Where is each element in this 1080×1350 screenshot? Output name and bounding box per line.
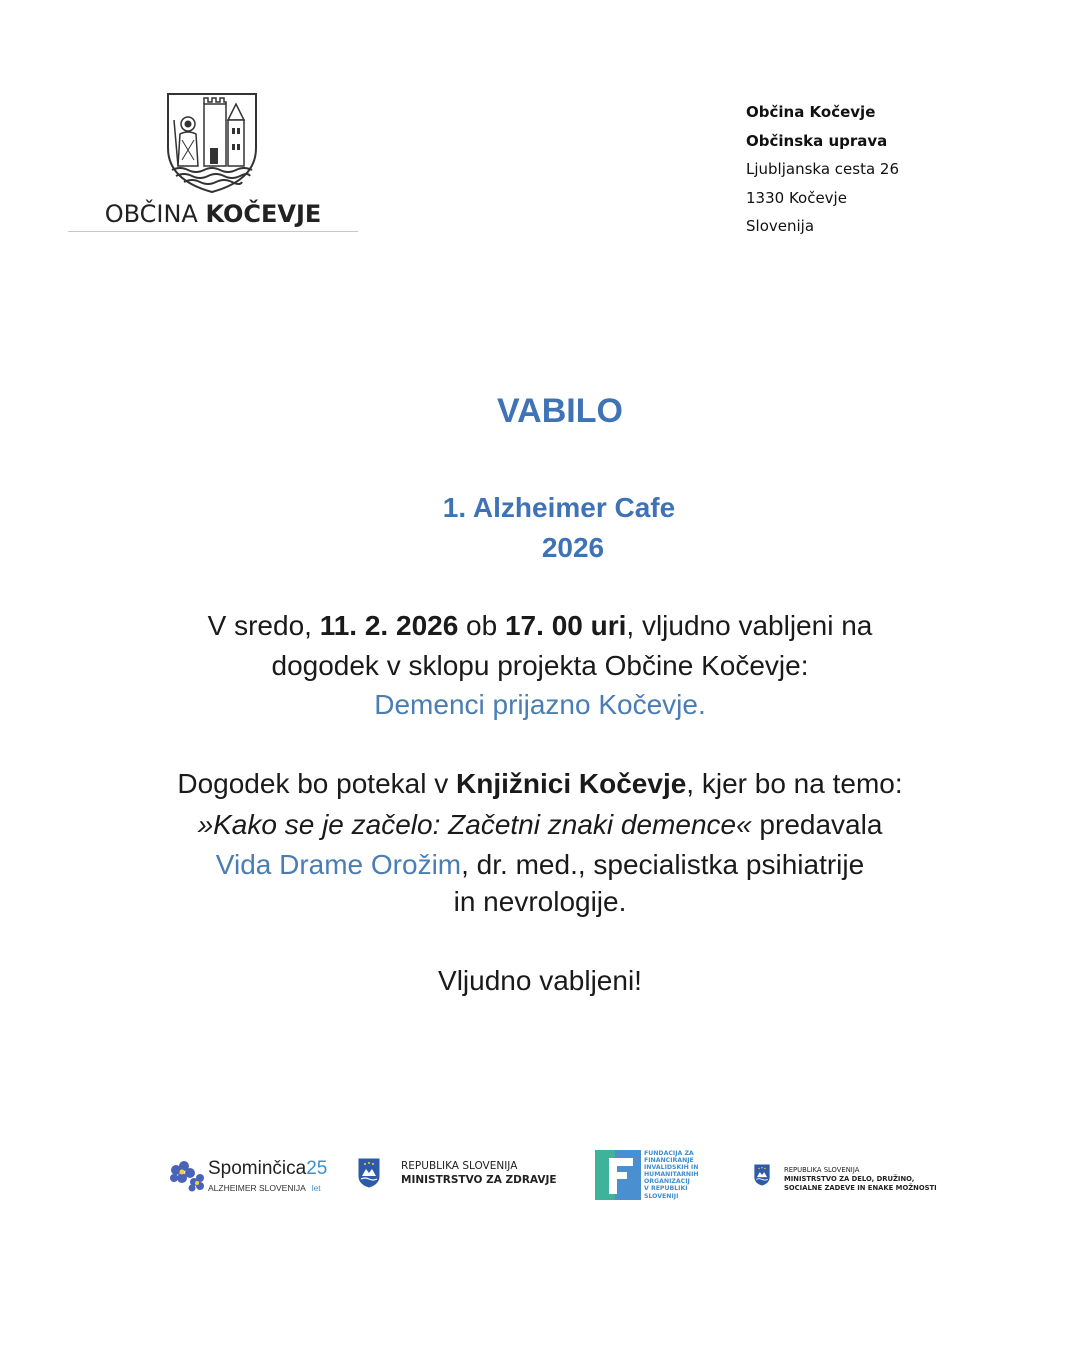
municipality-name-light: OBČINA — [104, 200, 198, 228]
address-block — [746, 98, 1046, 241]
fiho-line: FUNDACIJA ZA — [644, 1150, 694, 1157]
address-country: Slovenija — [746, 217, 815, 235]
fiho-logo — [595, 1150, 715, 1202]
page-title: VABILO — [497, 392, 623, 430]
fiho-line: ORGANIZACIJ — [644, 1178, 690, 1186]
spomincica-sub: ALZHEIMER SLOVENIJA — [208, 1183, 306, 1193]
closing-text: Vljudno vabljeni! — [438, 965, 642, 996]
sponsor-logos — [0, 1140, 1080, 1220]
fiho-line: V REPUBLIKI — [644, 1185, 688, 1193]
coat-of-arms-icon — [166, 90, 258, 194]
event-date: 11. 2. 2026 — [319, 610, 459, 641]
mddsz-line1: REPUBLIKA SLOVENIJA — [784, 1166, 860, 1174]
speaker-name[interactable]: Vida Drame Orožim — [215, 849, 462, 880]
text-pre: V sredo, — [207, 610, 320, 641]
invitation-line2: dogodek v sklopu projekta Občine Kočevje: — [271, 650, 809, 681]
fiho-text — [644, 1150, 699, 1200]
mddsz-line2: MINISTRSTVO ZA DELO, DRUŽINO, — [784, 1175, 915, 1183]
mddsz-line3: SOCIALNE ZADEVE IN ENAKE MOŽNOSTI — [784, 1184, 937, 1192]
speaker-line — [0, 845, 1080, 885]
fiho-mark-icon — [595, 1150, 641, 1200]
ministry-health-logo — [358, 1158, 558, 1194]
address-line1: Občina Kočevje — [746, 103, 876, 121]
spomincica-number: 25 — [306, 1158, 328, 1179]
venue-name: Knjižnici Kočevje — [456, 768, 687, 799]
fiho-line: SLOVENIJI — [644, 1192, 679, 1200]
spomincica-name: Spominčica — [208, 1158, 307, 1179]
logo-divider — [68, 231, 358, 232]
slovenia-crest-icon — [358, 1158, 380, 1188]
event-title: 1. Alzheimer Cafe — [442, 492, 676, 523]
mz-line1: REPUBLIKA SLOVENIJA — [401, 1160, 518, 1172]
project-link[interactable]: Demenci prijazno Kočevje. — [374, 689, 706, 720]
forget-me-not-icon — [164, 1158, 208, 1194]
topic-after: predavala — [751, 809, 883, 840]
speaker-title-line2: in nevrologije. — [453, 886, 627, 917]
event-year: 2026 — [541, 532, 605, 563]
ministry-labour-logo — [754, 1164, 954, 1198]
spomincica-logo — [164, 1158, 334, 1198]
speaker-title: , dr. med., specialistka psihiatrije — [461, 849, 865, 880]
fiho-line: FINANCIRANJE — [644, 1157, 694, 1165]
lecture-topic: »Kako se je začelo: Začetni znaki demence« — [197, 809, 752, 840]
address-city: 1330 Kočevje — [746, 188, 847, 207]
invitation-line1 — [0, 606, 1080, 646]
venue-line — [0, 764, 1080, 804]
text-mid: ob — [458, 610, 505, 641]
spomincica-let: let — [311, 1183, 321, 1193]
text-post: , vljudno vabljeni na — [626, 610, 873, 641]
slovenia-crest-icon — [754, 1164, 770, 1186]
municipality-name-bold: KOČEVJE — [205, 200, 322, 228]
municipality-name — [68, 200, 358, 228]
mz-line2: MINISTRSTVO ZA ZDRAVJE — [401, 1174, 557, 1186]
municipality-logo — [68, 88, 358, 236]
address-line2: Občinska uprava — [746, 131, 888, 150]
venue-pre: Dogodek bo potekal v — [177, 768, 456, 799]
address-street: Ljubljanska cesta 26 — [746, 160, 900, 178]
fiho-line: HUMANITARNIH — [644, 1171, 699, 1179]
fiho-line: INVALIDSKIH IN — [644, 1164, 699, 1172]
venue-post: , kjer bo na temo: — [686, 768, 903, 799]
event-time: 17. 00 uri — [504, 610, 627, 641]
topic-line — [0, 805, 1080, 845]
